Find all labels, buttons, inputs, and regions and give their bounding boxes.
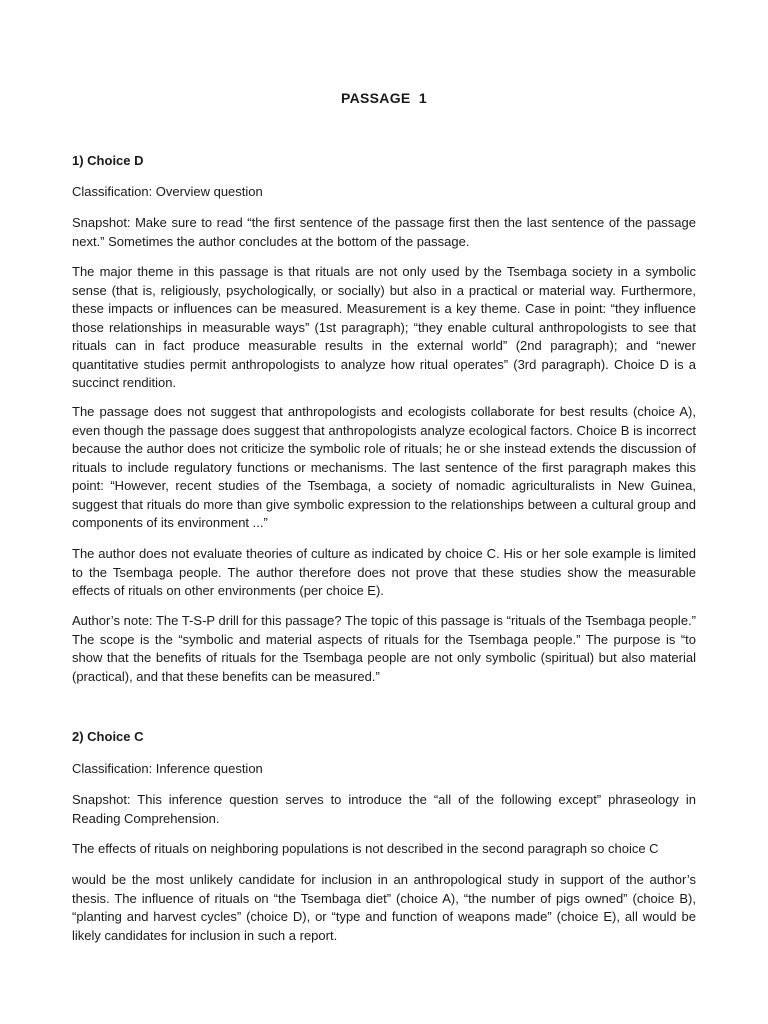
section2-paragraph-2: would be the most unlikely candidate for inclusion in an anthropological study in support of the author’s thesis. The influence of rituals on “the Tsembaga diet” (choice A), “the number of pigs owned” (choice B), “planting and harvest cycles” (choice D), or “type and function of weapons made” (choice E), all would be likely candidates for inclusion in such a report.	[72, 872, 696, 943]
section1-paragraph-1: The major theme in this passage is that rituals are not only used by the Tsembaga society in a symbolic sense (that is, religiously, psychologically, or socially) but also in a practical or material way. Furthermore, these impacts or influences can be measured. Measurement is a key theme. Case in point: “they influence those relationships in measurable ways” (1st paragraph); “they enable cultural anthropologists to see that rituals can in fact produce measurable results in the external world” (2nd paragraph); and “newer quantitative studies permit anthropologists to analyze how ritual operates” (3rd paragraph). Choice D is a succinct rendition.	[72, 264, 696, 390]
section2-classification: Classification: Inference question	[72, 761, 263, 776]
section2-paragraph-1: The effects of rituals on neighboring populations is not described in the second paragraph so choice C	[72, 841, 659, 856]
section1-authors-note: Author’s note: The T-S-P drill for this passage? The topic of this passage is “rituals of the Tsembaga people.” The scope is the “symbolic and material aspects of rituals for the Tsembaga people.” The purpose is “to show that the benefits of rituals for the Tsembaga people are not only symbolic (spiritual) but also material (practical), and that these benefits can be measured.”	[72, 613, 696, 684]
section1-classification: Classification: Overview question	[72, 184, 263, 199]
section1-snapshot: Snapshot: Make sure to read “the first sentence of the passage first then the last sentence of the passage next.” Sometimes the author concludes at the bottom of the passage.	[72, 215, 696, 249]
section2-choice-heading: 2) Choice C	[72, 729, 144, 744]
section1-paragraph-3: The author does not evaluate theories of culture as indicated by choice C. His or her sole example is limited to the Tsembaga people. The author therefore does not prove that these studies show the measurable effects of rituals on other environments (per choice E).	[72, 546, 696, 598]
section1-choice-heading: 1) Choice D	[72, 153, 144, 168]
page-title: PASSAGE 1	[341, 90, 427, 106]
section2-snapshot: Snapshot: This inference question serves to introduce the “all of the following except” phraseology in Reading Comprehension.	[72, 792, 696, 826]
section1-paragraph-2: The passage does not suggest that anthropologists and ecologists collaborate for best results (choice A), even though the passage does suggest that anthropologists analyze ecological factors. Choice B is incorrect because the author does not criticize the symbolic role of rituals; he or she instead extends the discussion of rituals to include regulatory functions or mechanisms. The last sentence of the first paragraph makes this point: “However, recent studies of the Tsembaga, a society of nomadic agriculturalists in New Guinea, suggest that rituals do more than give symbolic expression to the relationships between a cultural group and components of its environment ...”	[72, 404, 696, 530]
